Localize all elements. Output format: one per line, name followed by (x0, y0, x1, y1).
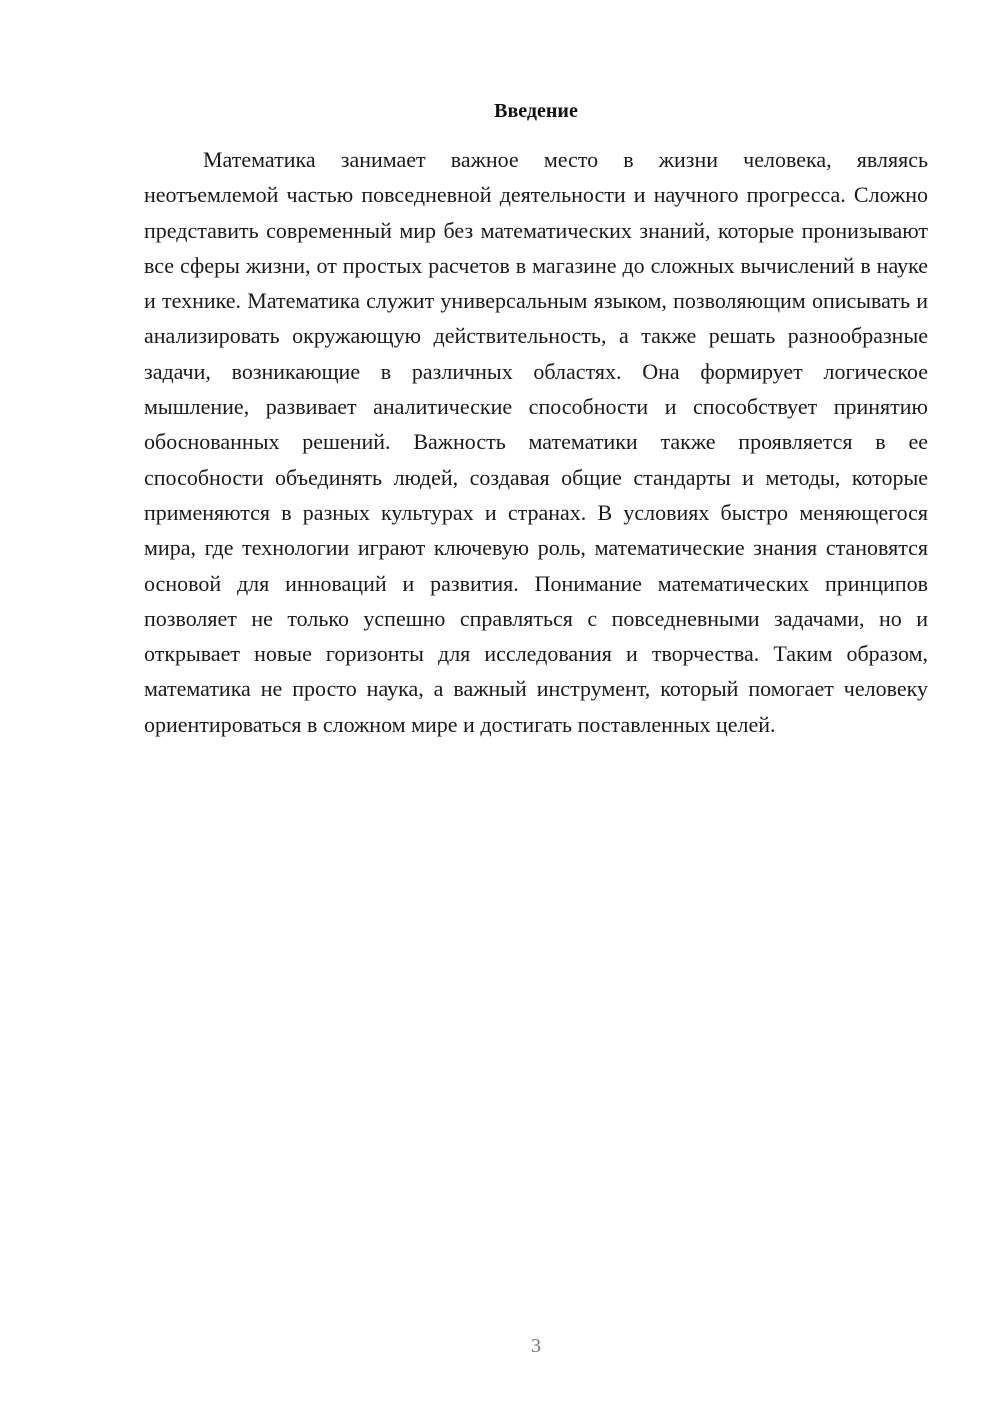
page-number: 3 (531, 1335, 541, 1357)
section-heading: Введение (494, 100, 578, 122)
body-paragraph: Математика занимает важное место в жизни человека, являясь неотъемлемой частью повседневной деятельности и научного прогресса. Сложно представить современный мир без математических знаний, которые пронизывают все сферы жизни, от простых расчетов в магазине до сложных вычислений в науке и технике. Математика служит универсальным языком, позволяющим описывать и анализировать окружающую действительность, а также решать разнообразные задачи, возникающие в различных областях. Она формирует логическое мышление, развивает аналитические способности и способствует принятию обоснованных решений. Важность математики также проявляется в ее способности объединять людей, создавая общие стандарты и методы, которые применяются в разных культурах и странах. В условиях быстро меняющегося мира, где технологии играют ключевую роль, математические знания становятся основой для инноваций и развития. Понимание математических принципов позволяет не только успешно справляться с повседневными задачами, но и открывает новые горизонты для исследования и творчества. Таким образом, математика не просто наука, а важный инструмент, который помогает человеку ориентироваться в сложном мире и достигать поставленных целей. (144, 147, 928, 737)
